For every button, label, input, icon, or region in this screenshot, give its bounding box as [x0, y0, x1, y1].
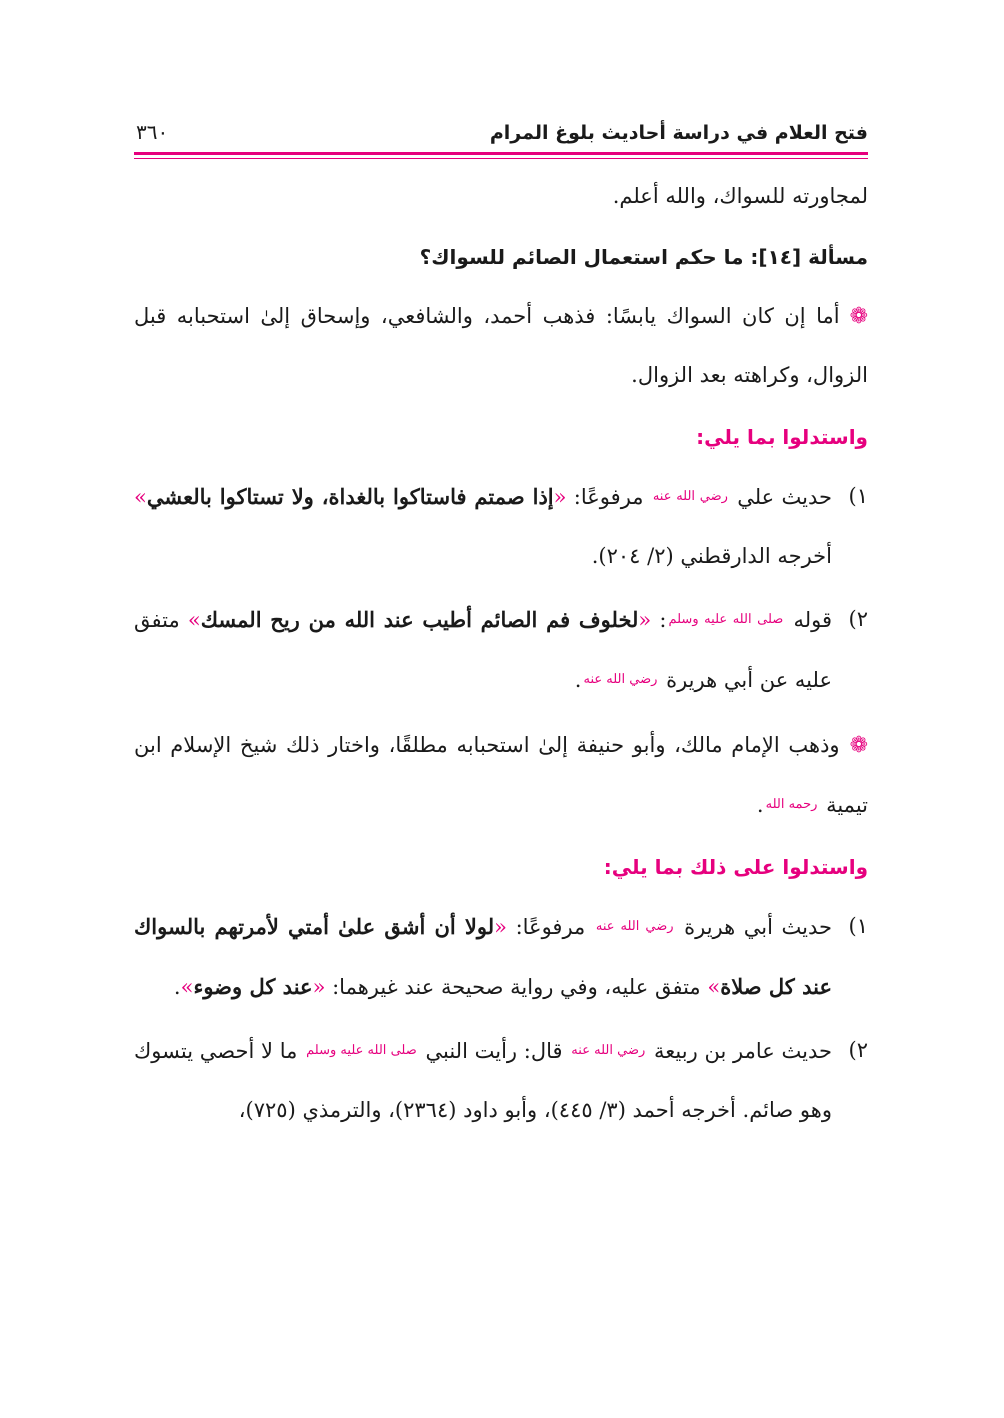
honorific-glyph: رضي الله عنه: [595, 919, 674, 934]
honorific-glyph: رضي الله عنه: [571, 1043, 646, 1058]
item-text: [134, 897, 832, 1017]
open-quote: «: [494, 915, 508, 939]
header-rule-thin: [134, 158, 868, 159]
item-text-pre: حديث عامر بن ربيعة: [654, 1039, 832, 1063]
honorific-glyph: رحمه الله: [765, 797, 818, 812]
list-item: [134, 1021, 868, 1140]
header-rule: [134, 152, 868, 155]
list-item: [134, 590, 868, 710]
item-text-mid: مرفوعًا:: [573, 485, 644, 509]
list-item: [134, 467, 868, 586]
item-text-mid: قال: رأيت النبي: [425, 1039, 563, 1063]
list-item: [134, 897, 868, 1017]
close-quote: »: [187, 608, 201, 632]
question-heading: مسألة [١٤]: ما حكم استعمال الصائم للسواك؟: [419, 245, 868, 269]
item-text-pre: حديث علي: [737, 485, 832, 509]
item-text-mid: :: [659, 608, 667, 632]
item-text-post: متفق عليه، وفي رواية صحيحة عند غيرهما:: [332, 975, 701, 999]
page-number: ٣٦٠: [136, 120, 169, 144]
close-quote: »: [707, 975, 721, 999]
paragraph-2-end: .: [756, 793, 764, 817]
open-quote: «: [638, 608, 652, 632]
item-number: ٢): [848, 1038, 868, 1062]
item-text-end: .: [574, 668, 582, 692]
intro-line: لمجاورته للسواك، والله أعلم.: [612, 184, 868, 208]
hadith-text-variant: عند كل وضوء: [193, 974, 313, 999]
open-quote: «: [553, 485, 567, 509]
running-header: [134, 100, 868, 144]
paragraph-2-text: وذهب الإمام مالك، وأبو حنيفة إلىٰ استحبابه مطلقًا، واختار ذلك شيخ الإسلام ابن تيمية: [134, 733, 868, 817]
item-text-end: .: [173, 975, 181, 999]
hadith-text: لولا أن أشق علىٰ أمتي لأمرتهم بالسواك عند كل صلاة: [134, 914, 832, 999]
rosette-icon: ❁: [849, 304, 868, 329]
item-text-mid: مرفوعًا:: [515, 915, 586, 939]
paragraph-1-text: أما إن كان السواك يابسًا: فذهب أحمد، والشافعي، وإسحاق إلىٰ استحبابه قبل الزوال، وكراهته بعد الزوال.: [134, 304, 868, 387]
hadith-text: لخلوف فم الصائم أطيب عند الله من ريح المسك: [200, 607, 639, 632]
item-number: ٢): [848, 607, 868, 631]
item-text: [134, 1021, 832, 1140]
item-text-post: ما لا أحصي يتسوك وهو صائم. أخرجه أحمد (٣/ ٤٤٥)، وأبو داود (٢٣٦٤)، والترمذي (٧٢٥)،: [134, 1039, 832, 1122]
honorific-glyph: رضي الله عنه: [652, 489, 728, 504]
hadith-text: إذا صمتم فاستاكوا بالغداة، ولا تستاكوا بالعشي: [146, 484, 554, 509]
open-quote: «: [312, 975, 326, 999]
item-number: ١): [848, 914, 868, 938]
item-text-post: أخرجه الدارقطني (٢/ ٢٠٤).: [591, 544, 832, 568]
item-text: [134, 590, 832, 710]
item-text-post: متفق عليه عن أبي هريرة: [134, 608, 832, 692]
item-text-pre: قوله: [793, 608, 832, 632]
paragraph-2: [134, 716, 868, 835]
section-heading-1: واستدلوا بما يلي:: [696, 425, 868, 449]
rosette-icon: ❁: [849, 733, 868, 758]
paragraph-1: [134, 287, 868, 405]
item-text: [134, 467, 832, 586]
close-quote: »: [180, 975, 194, 999]
section-heading-2: واستدلوا على ذلك بما يلي:: [603, 855, 868, 879]
honorific-glyph: صلى الله عليه وسلم: [306, 1043, 417, 1058]
honorific-glyph: صلى الله عليه وسلم: [668, 612, 784, 627]
honorific-glyph: رضي الله عنه: [583, 672, 658, 687]
book-title: فتح العلام في دراسة أحاديث بلوغ المرام: [489, 122, 868, 144]
document-page: [134, 100, 868, 1140]
item-text-pre: حديث أبي هريرة: [684, 915, 832, 939]
item-number: ١): [848, 484, 868, 508]
close-quote: »: [134, 485, 147, 509]
